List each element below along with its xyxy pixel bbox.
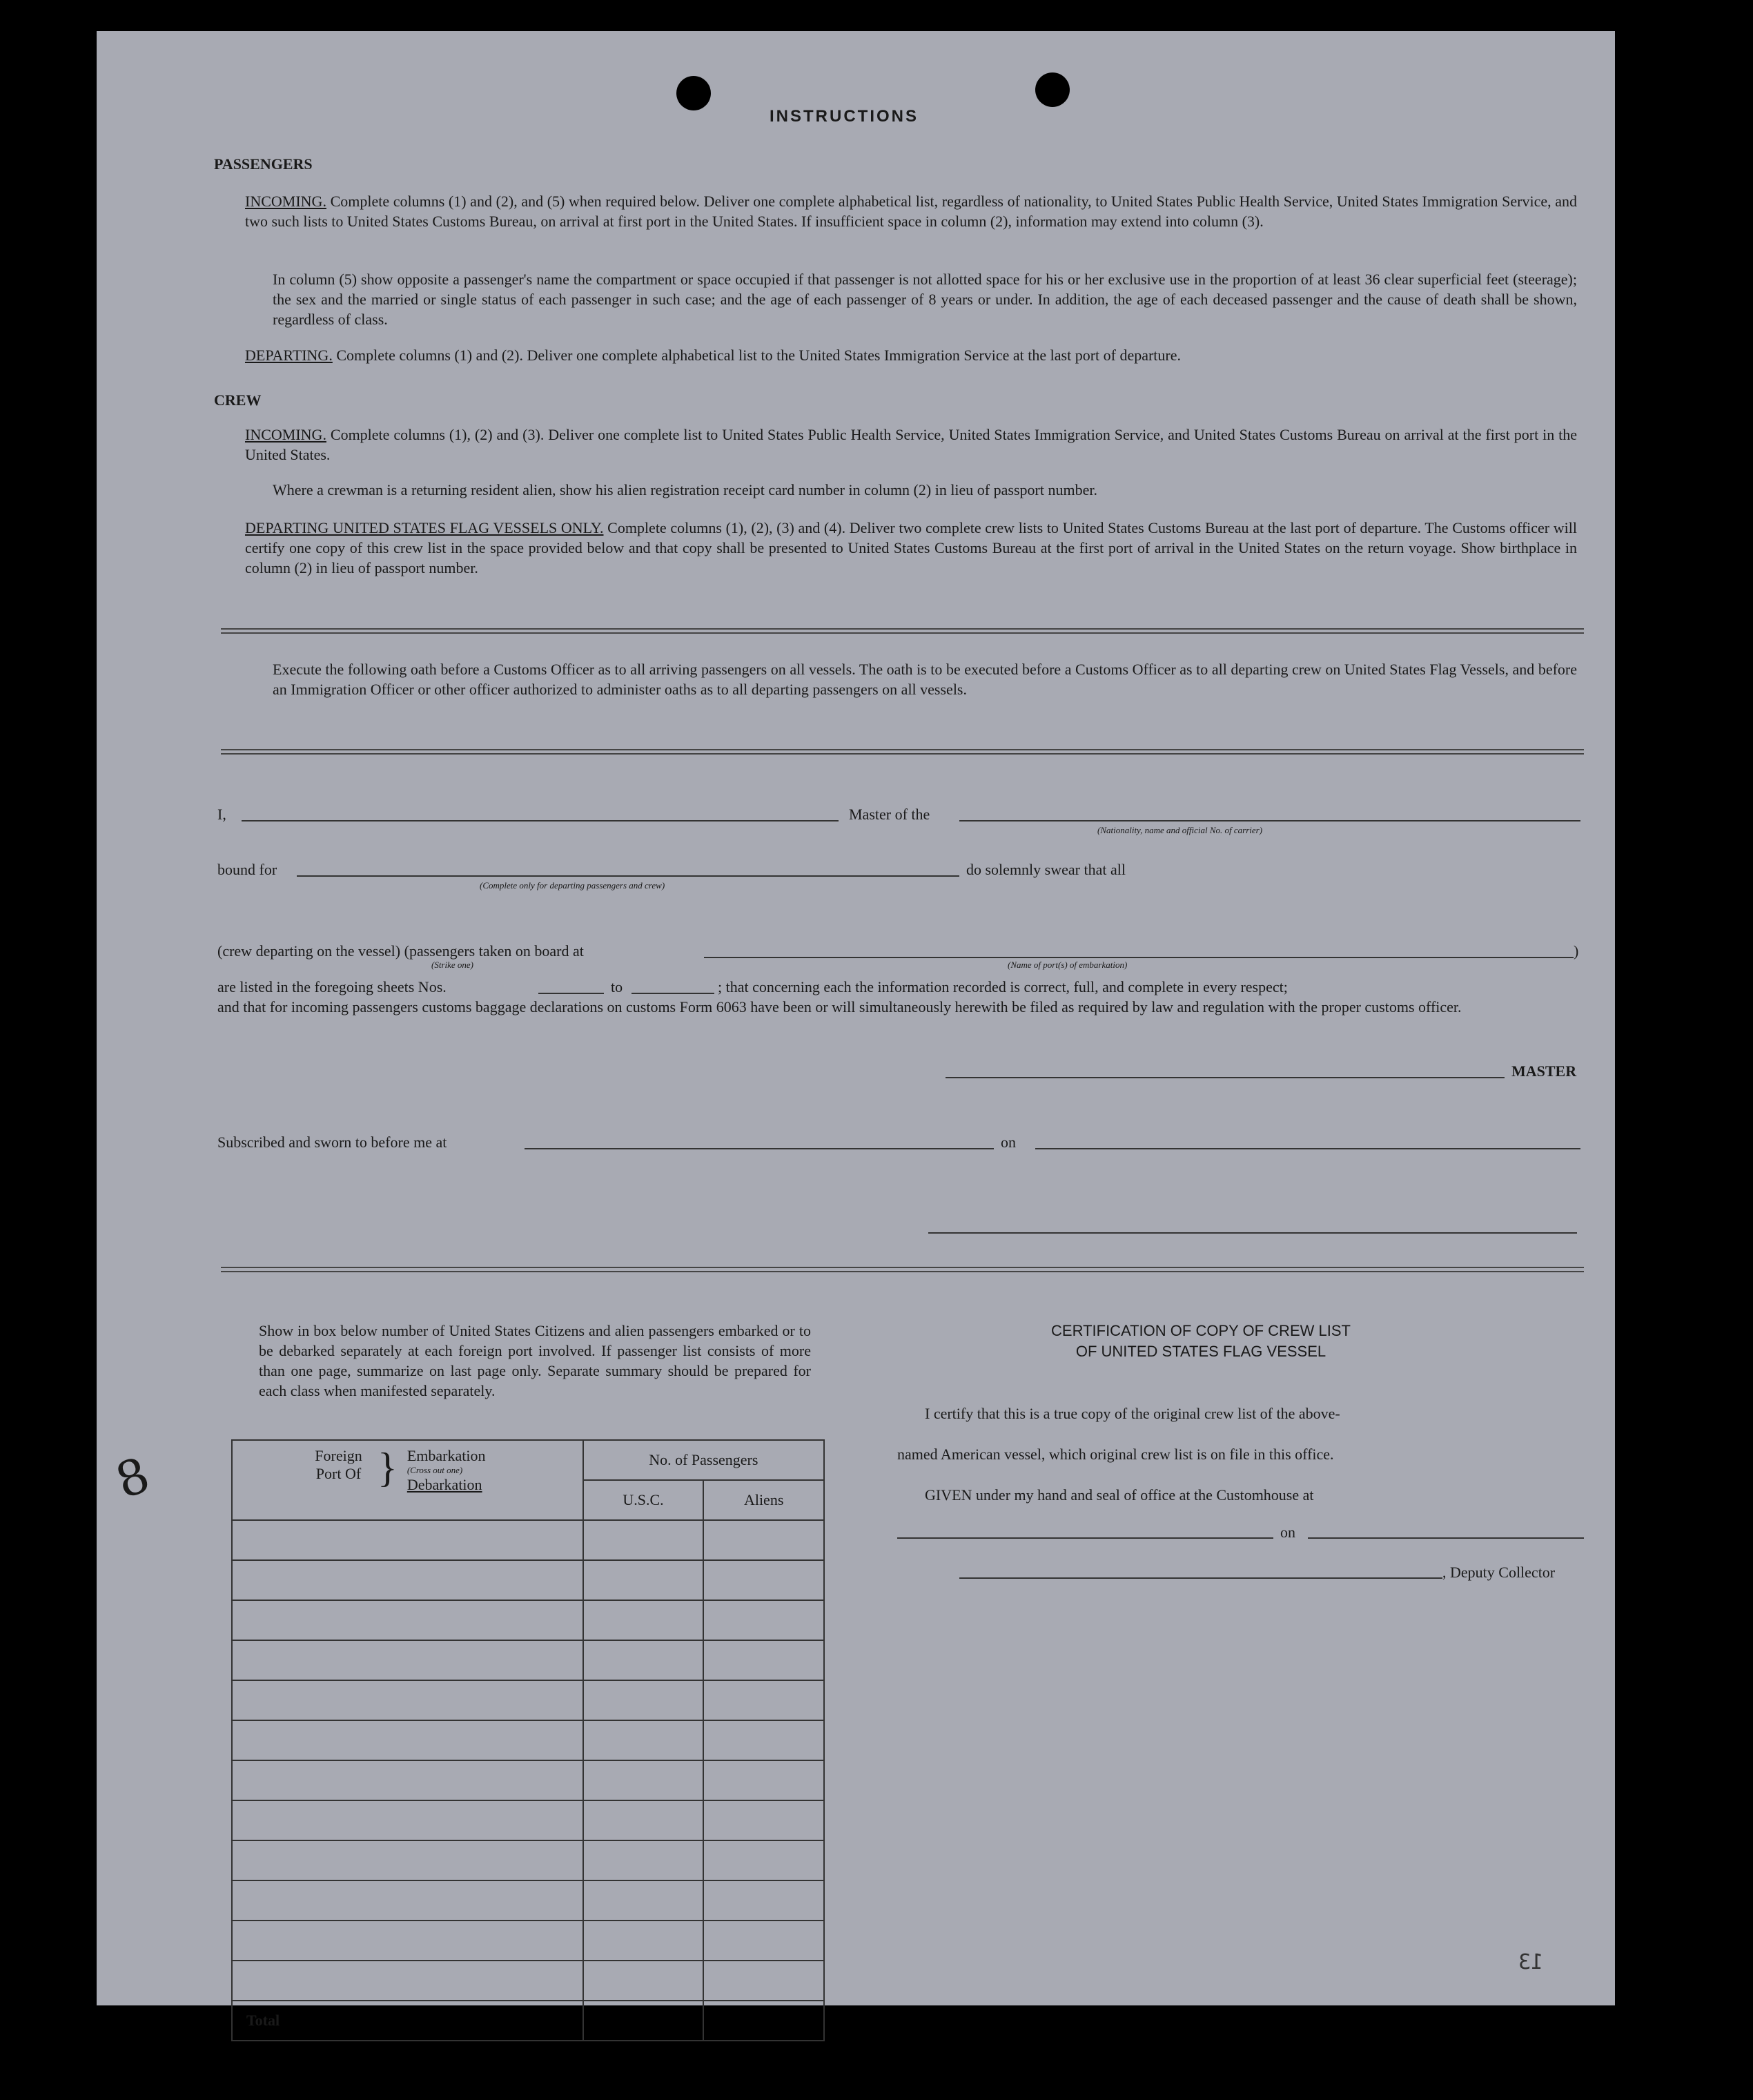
- debarkation-label: Debarkation: [407, 1476, 482, 1493]
- table-cell[interactable]: [703, 1680, 824, 1720]
- master-name-field[interactable]: [242, 820, 839, 821]
- table-cell[interactable]: [703, 1720, 824, 1760]
- table-cell[interactable]: [232, 1800, 583, 1840]
- complete-only-note: (Complete only for departing passengers and crew): [480, 880, 665, 891]
- table-cell[interactable]: [703, 1560, 824, 1600]
- master-signature-field[interactable]: [946, 1077, 1505, 1078]
- table-cell[interactable]: [232, 1560, 583, 1600]
- table-cell[interactable]: [583, 1560, 704, 1600]
- sworn-place-field[interactable]: [525, 1148, 994, 1149]
- table-cell[interactable]: [703, 1600, 824, 1640]
- page-number: 13: [1518, 1950, 1544, 1974]
- table-cell[interactable]: [583, 1840, 704, 1880]
- table-cell[interactable]: [583, 1720, 704, 1760]
- crew-departing: [245, 518, 1577, 578]
- total-usc-cell[interactable]: [583, 2001, 704, 2041]
- no-passengers-header: No. of Passengers: [583, 1440, 824, 1480]
- table-cell[interactable]: [703, 1800, 824, 1840]
- port-header-cell: [232, 1440, 583, 1520]
- summary-instructions: Show in box below number of United States Citizens and alien passengers embarked or to be debarked separately at each foreign port involved. If passenger list consists of more than one page, summarize on last page only. Separate summary should be prepared for each class when manifested separately.: [259, 1322, 811, 1399]
- usc-header: U.S.C.: [583, 1480, 704, 1520]
- table-cell[interactable]: [232, 1961, 583, 2001]
- document-page: [97, 31, 1615, 2029]
- departing-label: DEPARTING.: [245, 347, 333, 364]
- departing-text: Complete columns (1) and (2). Deliver one complete alphabetical list to the United States Immigration Service at the last port of departure.: [336, 347, 1182, 364]
- table-cell[interactable]: [583, 1600, 704, 1640]
- table-cell[interactable]: [703, 1840, 824, 1880]
- crew-incoming: [245, 425, 1577, 465]
- certification-text1: I certify that this is a true copy of the original crew list of the above-: [925, 1405, 1340, 1422]
- sheet-to-field[interactable]: [631, 993, 714, 994]
- bound-for-field[interactable]: [297, 875, 959, 877]
- deputy-signature-field[interactable]: [959, 1577, 1442, 1579]
- aliens-header: Aliens: [703, 1480, 824, 1520]
- embarkation-label: Embarkation: [407, 1447, 486, 1464]
- table-cell[interactable]: [583, 1800, 704, 1840]
- passenger-summary-table: [231, 1439, 825, 2041]
- table-cell[interactable]: [703, 1520, 824, 1560]
- table-cell[interactable]: [232, 1680, 583, 1720]
- total-label: Total: [232, 2001, 583, 2041]
- strike-one-note: (Strike one): [431, 960, 474, 970]
- table-cell[interactable]: [232, 1720, 583, 1760]
- to-label: to: [611, 978, 623, 995]
- sheet-from-field[interactable]: [538, 993, 604, 994]
- punch-hole: [676, 76, 711, 110]
- table-cell[interactable]: [583, 1680, 704, 1720]
- crew-departing-text: (crew departing on the vessel) (passengers taken on board at: [217, 942, 584, 960]
- officer-signature-field[interactable]: [928, 1232, 1577, 1234]
- table-cell[interactable]: [583, 1640, 704, 1680]
- table-cell[interactable]: [232, 1921, 583, 1961]
- solemnly-swear-text: do solemnly swear that all: [966, 861, 1126, 878]
- certification-title: [925, 1321, 1477, 1362]
- departing-label: DEPARTING UNITED STATES FLAG VESSELS ONLY.: [245, 519, 604, 536]
- table-cell[interactable]: [703, 1640, 824, 1680]
- table-cell[interactable]: [232, 1520, 583, 1560]
- table-cell[interactable]: [232, 1600, 583, 1640]
- listed-rest: and that for incoming passengers customs baggage declarations on customs Form 6063 have been or will simultaneously herewith be filed as required by law and regulation with the proper customs officer.: [217, 998, 1462, 1015]
- table-cell[interactable]: [703, 1880, 824, 1921]
- certification-title-line2: OF UNITED STATES FLAG VESSEL: [1075, 1343, 1326, 1360]
- column5-instructions: In column (5) show opposite a passenger's name the compartment or space occupied if that passenger is not allotted space for his or her exclusive use in the proportion of at least 36 clear superficial feet (steerage); the sex and the married or single status of each passenger in such case; and the age of each passenger of 8 years or under. In addition, the age of each deceased passenger and the cause of death shall be shown, regardless of class.: [273, 271, 1577, 328]
- table-cell[interactable]: [583, 1760, 704, 1800]
- i-label: I,: [217, 806, 226, 823]
- certification-date-field[interactable]: [1308, 1537, 1584, 1539]
- table-cell[interactable]: [232, 1640, 583, 1680]
- table-cell[interactable]: [232, 1760, 583, 1800]
- certification-title-line1: CERTIFICATION OF COPY OF CREW LIST: [1051, 1322, 1351, 1339]
- certification-text2: named American vessel, which original crew list is on file in this office.: [897, 1446, 1334, 1463]
- table-cell[interactable]: [232, 1840, 583, 1880]
- table-cell[interactable]: [583, 1961, 704, 2001]
- master-of-label: Master of the: [849, 806, 930, 823]
- certification-on-label: on: [1280, 1524, 1295, 1541]
- table-cell[interactable]: [583, 1921, 704, 1961]
- departing-text: Complete columns (1), (2), (3) and (4). Deliver two complete crew lists to United States Customs Bureau at the last port of departure. The Customs officer will certify one copy of this crew list in the space provided below and that copy shall be presented to United States Customs Bureau at the first port of arrival in the United States on the return voyage. Show birthplace in column (2) in lieu of passport number.: [245, 519, 1578, 576]
- incoming-label: INCOMING.: [245, 426, 326, 443]
- passengers-departing: [245, 345, 1577, 365]
- customhouse-field[interactable]: [897, 1537, 1273, 1539]
- passengers-incoming: [245, 191, 1577, 231]
- table-cell[interactable]: [583, 1880, 704, 1921]
- listed-suffix: ; that concerning each the information recorded is correct, full, and complete in every respect;: [718, 978, 1288, 995]
- total-aliens-cell[interactable]: [703, 2001, 824, 2041]
- divider: [221, 1267, 1584, 1272]
- subscribed-label: Subscribed and sworn to before me at: [217, 1134, 447, 1151]
- on-label: on: [1001, 1134, 1016, 1151]
- page-title: INSTRUCTIONS: [770, 107, 919, 126]
- incoming-text: Complete columns (1) and (2), and (5) when required below. Deliver one complete alphabetical list, regardless of nationality, to United States Public Health Service, United States Immigration Service, and two such lists to United States Customs Bureau, on arrival at first port in the United States. If insufficient space in column (2), information may extend into column (3).: [245, 193, 1578, 230]
- crew-heading: CREW: [214, 391, 262, 409]
- sworn-date-field[interactable]: [1035, 1148, 1580, 1149]
- table-cell[interactable]: [703, 1961, 824, 2001]
- cross-out-note: (Cross out one): [407, 1465, 463, 1475]
- foreign-port-label: Foreign Port Of: [315, 1447, 362, 1482]
- ports-note: (Name of port(s) of embarkation): [1008, 960, 1128, 970]
- table-cell[interactable]: [583, 1520, 704, 1560]
- listed-prefix: are listed in the foregoing sheets Nos.: [217, 978, 447, 995]
- close-paren: ): [1574, 942, 1579, 960]
- table-cell[interactable]: [703, 1760, 824, 1800]
- incoming-text: Complete columns (1), (2) and (3). Deliver one complete list to United States Public Health Service, United States Immigration Service, and United States Customs Bureau on arrival at the first port in the United States.: [245, 426, 1578, 463]
- table-cell[interactable]: [232, 1880, 583, 1921]
- embarkation-ports-field[interactable]: [704, 957, 1574, 958]
- oath-intro: Execute the following oath before a Customs Officer as to all arriving passengers on all vessels. The oath is to be executed before a Customs Officer as to all departing crew on United States Flag Vessels, and before an Immigration Officer or other officer authorized to administer oaths as to all departing passengers on all vessels.: [273, 661, 1577, 698]
- handwritten-mark: 8: [108, 1446, 157, 1510]
- brace-icon: }: [378, 1445, 398, 1490]
- divider: [221, 628, 1584, 634]
- divider: [221, 749, 1584, 755]
- master-label: MASTER: [1511, 1062, 1577, 1080]
- carrier-field[interactable]: [959, 820, 1580, 821]
- punch-hole: [1035, 72, 1070, 107]
- certification-text3: GIVEN under my hand and seal of office at the Customhouse at: [925, 1486, 1314, 1504]
- table-cell[interactable]: [703, 1921, 824, 1961]
- incoming-label: INCOMING.: [245, 193, 326, 210]
- deputy-collector-label: , Deputy Collector: [1442, 1564, 1556, 1581]
- nationality-note: (Nationality, name and official No. of carrier): [1097, 825, 1263, 835]
- bound-for-label: bound for: [217, 861, 277, 878]
- passengers-heading: PASSENGERS: [214, 155, 313, 173]
- crewman-note: Where a crewman is a returning resident alien, show his alien registration receipt card number in column (2) in lieu of passport number.: [273, 481, 1097, 498]
